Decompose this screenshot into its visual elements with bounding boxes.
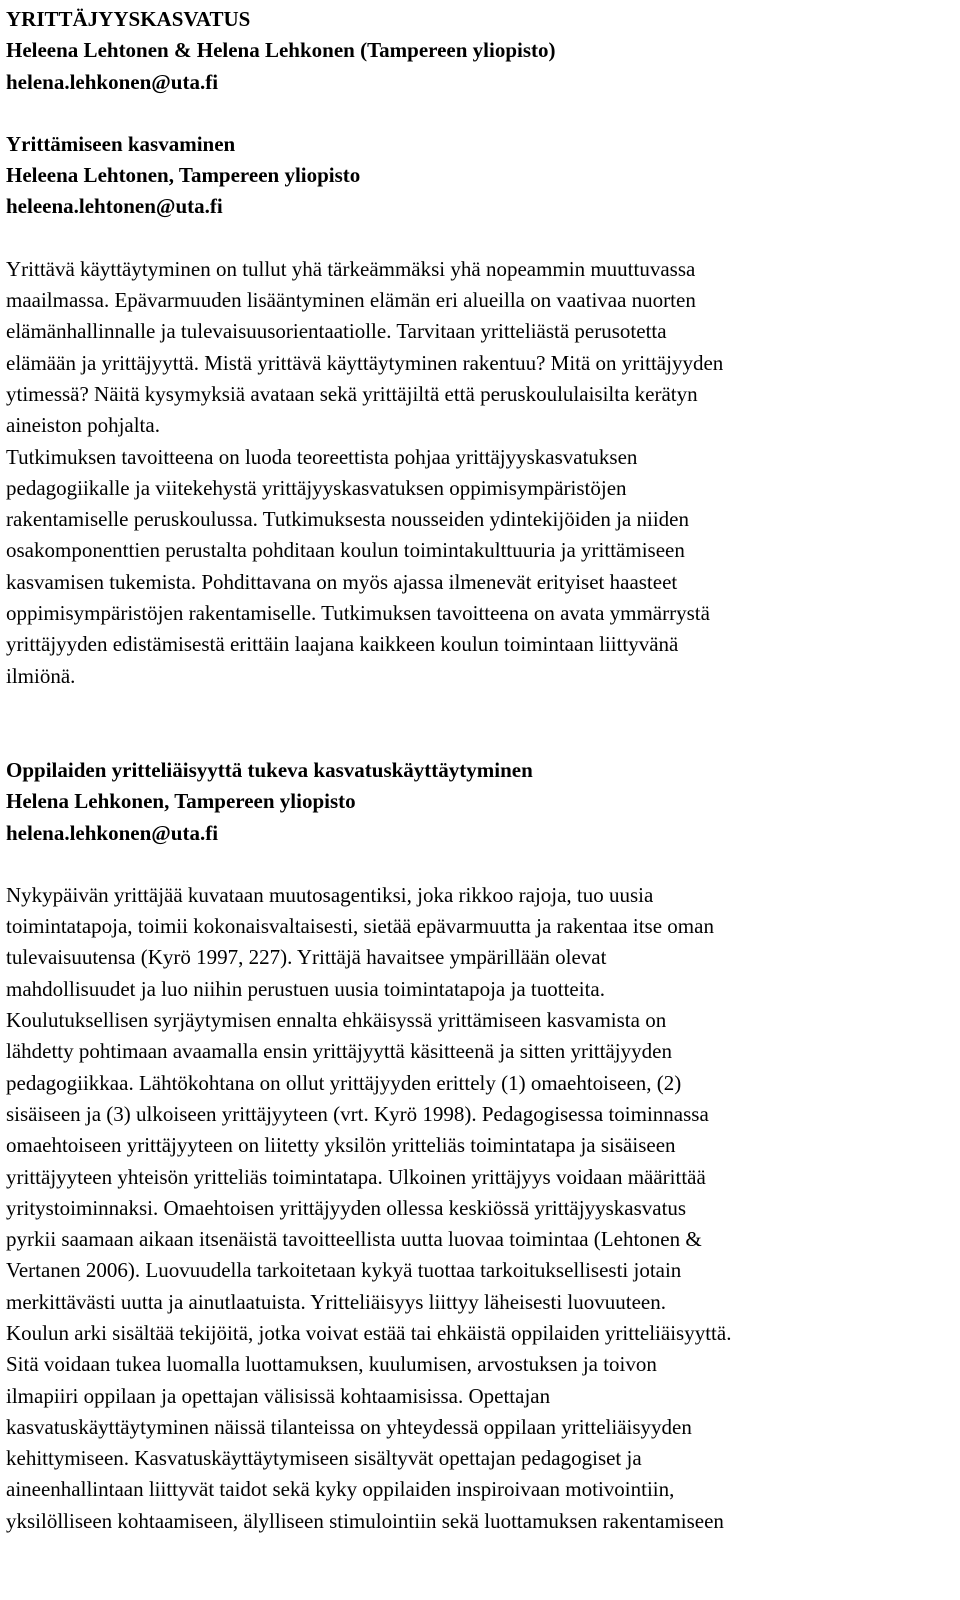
section1-author: Heleena Lehtonen, Tampereen yliopisto: [6, 163, 361, 188]
spacer: [6, 849, 950, 880]
body-line: pyrkii saamaan aikaan itsenäistä tavoitteellista uutta luovaa toimintaa (Lehtonen &: [6, 1227, 702, 1252]
body-line: ilmapiiri oppilaan ja opettajan välisissä kohtaamisissa. Opettajan: [6, 1383, 551, 1408]
body-line: maailmassa. Epävarmuuden lisääntyminen elämän eri alueilla on vaativaa nuorten: [6, 288, 696, 313]
body-line: oppimisympäristöjen rakentamiselle. Tutkimuksen tavoitteena on avata ymmärrystä: [6, 601, 710, 626]
body-line: tulevaisuutensa (Kyrö 1997, 227). Yrittäjä havaitsee ympärillään olevat: [6, 945, 607, 970]
spacer: [6, 98, 950, 129]
section2-body: [6, 880, 950, 1537]
body-line: aineenhallintaan liittyvät taidot sekä kyky oppilaiden inspiroivaan motivointiin,: [6, 1477, 675, 1502]
body-line: lähdetty pohtimaan avaamalla ensin yrittäjyyttä käsitteenä ja sitten yrittäjyyden: [6, 1039, 672, 1064]
section2-author: Helena Lehkonen, Tampereen yliopisto: [6, 789, 356, 814]
body-line: elämänhallinnalle ja tulevaisuusorientaatiolle. Tarvitaan yritteliästä perusotetta: [6, 319, 667, 344]
body-line: Tutkimuksen tavoitteena on luoda teoreettista pohjaa yrittäjyyskasvatuksen: [6, 444, 638, 469]
body-line: pedagogiikalle ja viitekehystä yrittäjyyskasvatuksen oppimisympäristöjen: [6, 475, 627, 500]
body-line: elämään ja yrittäjyyttä. Mistä yrittävä käyttäytyminen rakentuu? Mitä on yrittäjyyden: [6, 350, 724, 375]
body-line: pedagogiikkaa. Lähtökohtana on ollut yrittäjyyden erittely (1) omaehtoiseen, (2): [6, 1070, 682, 1095]
body-line: aineiston pohjalta.: [6, 413, 160, 438]
body-line: mahdollisuudet ja luo niihin perustuen uusia toimintatapoja ja tuotteita.: [6, 976, 605, 1001]
body-line: sisäiseen ja (3) ulkoiseen yrittäjyyteen (vrt. Kyrö 1998). Pedagogisessa toiminnassa: [6, 1101, 709, 1126]
body-line: Koulun arki sisältää tekijöitä, jotka voivat estää tai ehkäistä oppilaiden yritteliäisyyttä.: [6, 1320, 732, 1345]
body-line: Yrittävä käyttäytyminen on tullut yhä tärkeämmäksi yhä nopeammin muuttuvassa: [6, 256, 696, 281]
document-title: YRITTÄJYYSKASVATUS: [6, 7, 251, 31]
section1-title: Yrittämiseen kasvaminen: [6, 131, 236, 156]
body-line: yritystoiminnaksi. Omaehtoisen yrittäjyyden ollessa keskiössä yrittäjyyskasvatus: [6, 1195, 687, 1220]
body-line: Koulutuksellisen syrjäytymisen ennalta ehkäisyssä yrittämiseen kasvamista on: [6, 1008, 667, 1033]
body-line: rakentamiselle peruskoulussa. Tutkimuksesta nousseiden ydintekijöiden ja niiden: [6, 507, 689, 532]
body-line: ytimessä? Näitä kysymyksiä avataan sekä yrittäjiltä että peruskoululaisilta kerätyn: [6, 381, 698, 406]
body-line: yrittäjyyteen yhteisön yritteliäs toimintatapa. Ulkoinen yrittäjyys voidaan määrittää: [6, 1164, 706, 1189]
body-line: Nykypäivän yrittäjää kuvataan muutosagentiksi, joka rikkoo rajoja, tuo uusia: [6, 882, 654, 907]
body-line: toimintatapoja, toimii kokonaisvaltaisesti, sietää epävarmuutta ja rakentaa itse oman: [6, 914, 714, 939]
spacer: [6, 692, 950, 755]
document-authors: Heleena Lehtonen & Helena Lehkonen (Tampereen yliopisto): [6, 38, 556, 63]
section1-body: [6, 254, 950, 692]
document-email: helena.lehkonen@uta.fi: [6, 69, 219, 94]
body-line: kehittymiseen. Kasvatuskäyttäytymiseen sisältyvät opettajan pedagogiset ja: [6, 1446, 642, 1471]
body-line: yrittäjyyden edistämisestä erittäin laajana kaikkeen koulun toimintaan liittyvänä: [6, 632, 679, 657]
section2-title: Oppilaiden yritteliäisyyttä tukeva kasvatuskäyttäytyminen: [6, 757, 533, 782]
section1-email: heleena.lehtonen@uta.fi: [6, 194, 223, 219]
spacer: [6, 223, 950, 254]
body-line: Sitä voidaan tukea luomalla luottamuksen, kuulumisen, arvostuksen ja toivon: [6, 1352, 657, 1377]
body-line: yksilölliseen kohtaamiseen, älylliseen stimulointiin sekä luottamuksen rakentamiseen: [6, 1508, 724, 1533]
body-line: ilmiönä.: [6, 663, 76, 688]
body-line: omaehtoiseen yrittäjyyteen on liitetty yksilön yritteliäs toimintatapa ja sisäiseen: [6, 1133, 676, 1158]
section2-email: helena.lehkonen@uta.fi: [6, 820, 219, 845]
body-line: kasvatuskäyttäytyminen näissä tilanteissa on yhteydessä oppilaan yritteliäisyyden: [6, 1414, 692, 1439]
body-line: Vertanen 2006). Luovuudella tarkoitetaan kykyä tuottaa tarkoituksellisesti jotain: [6, 1258, 682, 1283]
body-line: kasvamisen tukemista. Pohdittavana on myös ajassa ilmenevät erityiset haasteet: [6, 569, 678, 594]
body-line: merkittävästi uutta ja ainutlaatuista. Yritteliäisyys liittyy läheisesti luovuuteen.: [6, 1289, 666, 1314]
body-line: osakomponenttien perustalta pohditaan koulun toimintakulttuuria ja yrittämiseen: [6, 538, 685, 563]
